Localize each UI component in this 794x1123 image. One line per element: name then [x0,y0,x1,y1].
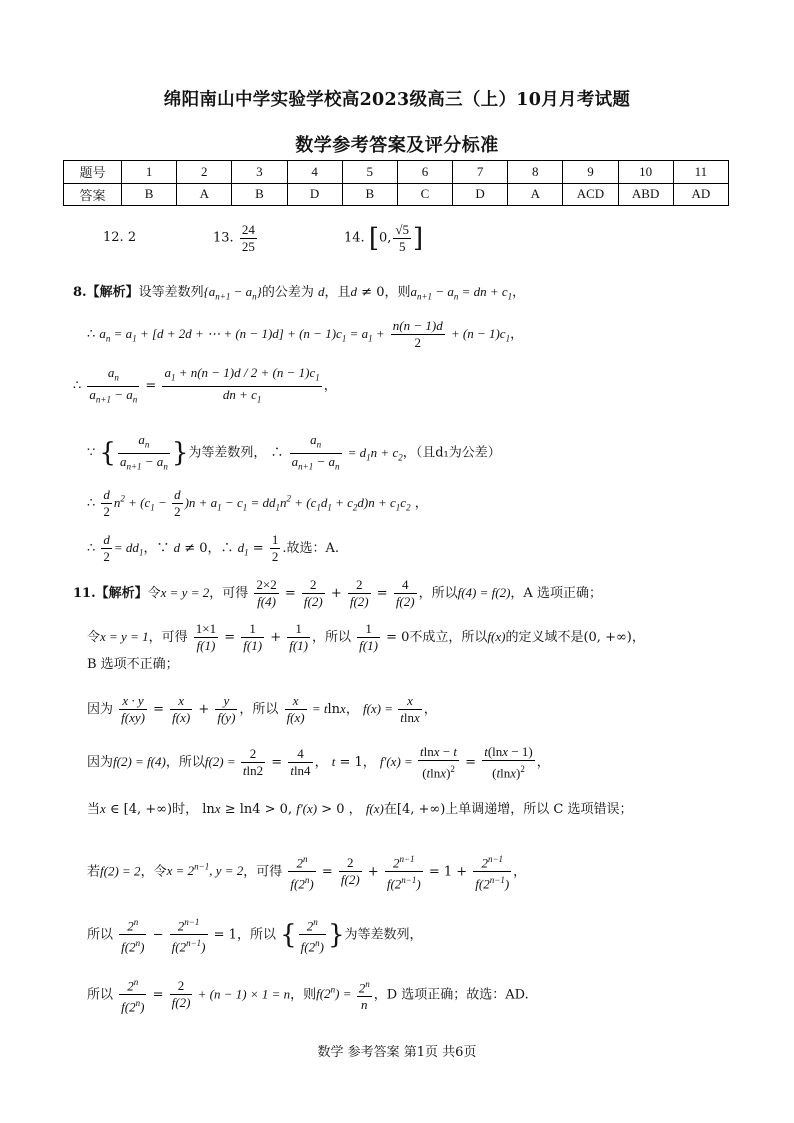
table-header-cell: 答案 [64,183,122,206]
table-cell: 1 [122,161,177,184]
q8-line6: ∴ $\frac{d}{2}$ = $dd_1$，∵ d ≠ 0，∴ $d_1$ = $\frac{1}{2}$ .故选：A. [87,532,339,564]
table-cell: 5 [342,161,397,184]
q11-line1: 11.【解析】令x = y = 2，可得 $\frac{2\times 2}{f(4)}$ = $\frac{2}{f(2)}$ + $\frac{2}{f(2)}$ = $\frac{4}{f(2)}$ ，所以f(4) = f(2)，A 选项正确； [73,577,602,609]
table-cell: 6 [397,161,452,184]
q8-line2: ∴ $a_n = a_1 + [d + 2d$ + ⋯ + $(n - 1)d] + (n - 1)c_1 = a_1$ + $\frac{n(n - 1)d}{2}$ + $(n - 1)c_1$， [87,318,524,350]
table-cell: 8 [508,161,563,184]
table-cell: 7 [453,161,508,184]
q8-line5: ∴ $\frac{d}{2}$ $n^2 + (c_1$ − $\frac{d}{2}$ )$n + a_1 - c_1 = dd_1n^2 + (c_1d_1 + c_2d)n + c_1c_2$ ， [87,487,428,519]
q11-line8: 所以 $\frac{2^n}{f(2^n)}$ = $\frac{2}{f(2)}$ + (n − 1) × 1 = n，则$f(2^n)$ = $\frac{2^n}{n}$ ，D 选项正确；故选：AD. [87,974,529,1016]
answer-13: 13. $\frac{24}{25}$ [213,222,255,254]
q8-line4: ∵ { $\frac{a_n}{a_{n+1} - a_n}$ }为等差数列， ∴ $\frac{a_n}{a_{n+1} - a_n}$ = $d_1n + c_2$，（且d₁为公差） [87,432,501,472]
fraction: $\frac{24}{25}$ [241,222,255,254]
table-cell: C [397,183,452,206]
answer-table [63,160,729,206]
table-cell: A [177,183,232,206]
page-title: 绵阳南山中学实验学校高2023级高三（上）10月月考试题 [163,90,631,110]
answer-14: 14. [0, $\frac{√5}{5}$ ] [344,222,424,254]
q11-line3: 因为 $\frac{x \cdot y}{f(xy)}$ = $\frac{x}{f(x)}$ + $\frac{y}{f(y)}$ ，所以 $\frac{x}{f(x)}$ = tlnx， f(x) = $\frac{x}{tlnx}$ ， [87,693,437,725]
q11-line6: 若f(2) = 2，令$x = 2^{n-1}$, y = 2，可得 $\frac{2^n}{f(2^n)}$ = $\frac{2}{f(2)}$ + $\frac{2^{n-1}}{f(2^{n-1})}$ = 1 + $\frac{2^{n-1}}{f(2^{n-1})}$ ， [87,851,526,893]
q8-line1: 8.【解析】设等差数列$\{a_{n+1} - a_n\}$的公差为 d，且d ≠ 0，则$a_{n+1} - a_n$ = dn + $c_1$， [73,284,526,302]
table-row-numbers [64,161,729,184]
table-cell: D [287,183,342,206]
table-cell: B [232,183,287,206]
q11-line2b: B 选项不正确； [87,657,179,672]
table-cell: 2 [177,161,232,184]
table-cell: 9 [563,161,618,184]
q8-line3: ∴ $\frac{a_n}{a_{n+1} - a_n}$ = $\frac{a_1 + n(n - 1)d / 2 + (n - 1)c_1}{dn + c_1}$ ， [73,365,337,405]
table-cell: ABD [618,183,673,206]
q11-line4: 因为f(2) = f(4)，所以f(2) = $\frac{2}{tln2}$ = $\frac{4}{tln4}$ ， t = 1， f′(x) = $\frac{tlnx - t}{(tlnx)^2}$ = $\frac{t(\ln x - 1)}{(tlnx)^2}$ ， [87,744,550,781]
table-row-answers [64,183,729,206]
table-header-cell: 题号 [64,161,122,184]
table-cell: 11 [673,161,728,184]
answer-12: 12. 2 [103,230,137,245]
table-cell: D [453,183,508,206]
q11-line2: 令x = y = 1，可得 $\frac{1\times 1}{f(1)}$ = $\frac{1}{f(1)}$ + $\frac{1}{f(1)}$ ，所以 $\frac{1}{f(1)}$ = 0不成立，所以f(x)的定义域不是(0, +∞)， [87,621,645,653]
page-footer: 数学 参考答案 第1页 共6页 [317,1045,477,1060]
page-subtitle: 数学参考答案及评分标准 [295,135,499,156]
table-cell: 4 [287,161,342,184]
table-cell: B [342,183,397,206]
table-cell: AD [673,183,728,206]
table-cell: B [122,183,177,206]
table-cell: A [508,183,563,206]
q11-line7: 所以 $\frac{2^n}{f(2^n)}$ − $\frac{2^{n-1}}{f(2^{n-1})}$ = 1，所以 { $\frac{2^n}{f(2^n)}$ }为等差数列， [87,914,423,956]
table-cell: ACD [563,183,618,206]
table-cell: 10 [618,161,673,184]
q11-line5: 当x ∈ [4, +∞)时， lnx ≥ ln4 > 0, f′(x) > 0 ， f(x)在[4, +∞)上单调递增，所以 C 选项错误； [87,801,633,817]
table-cell: 3 [232,161,287,184]
